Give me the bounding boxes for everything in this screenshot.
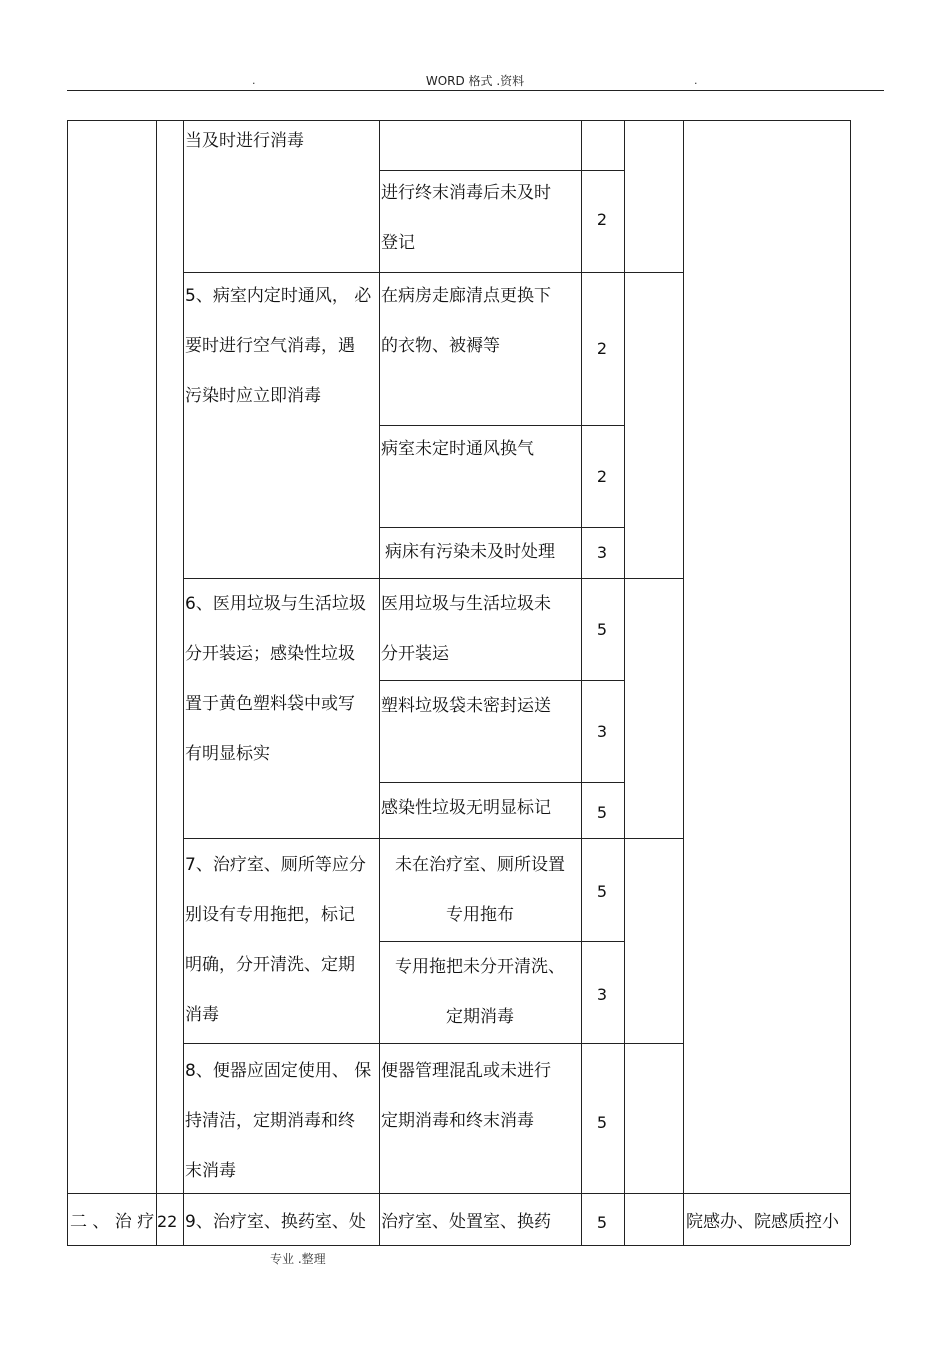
deduction-text: 的衣物、被褥等 xyxy=(381,336,500,356)
item-text: 污染时应立即消毒 xyxy=(185,386,321,406)
col-line-8 xyxy=(850,120,851,1245)
item-text: 置于黄色塑料袋中或写 xyxy=(185,694,355,714)
deduction-text: 定期消毒 xyxy=(446,1007,514,1027)
score-value: 5 xyxy=(596,1113,608,1132)
deduction-text: 分开装运 xyxy=(381,644,449,664)
deduction-text: 病床有污染未及时处理 xyxy=(385,542,555,562)
score-value: 2 xyxy=(596,210,608,229)
score-value: 5 xyxy=(596,620,608,639)
row-divider-item8 xyxy=(183,1043,683,1044)
col-line-1 xyxy=(67,120,68,1245)
col-line-4 xyxy=(379,120,380,1245)
item-text: 持清洁，定期消毒和终 xyxy=(185,1111,355,1131)
header-title: WORD 格式 .资料 xyxy=(425,74,525,88)
item-text: 7、治疗室、厕所等应分 xyxy=(185,855,366,875)
col-line-5 xyxy=(581,120,582,1245)
score-value: 3 xyxy=(596,985,608,1004)
col-line-7 xyxy=(683,120,684,1245)
deduction-text: 登记 xyxy=(381,233,415,253)
deduction-text: 进行终末消毒后未及时 xyxy=(381,183,551,203)
col-line-6 xyxy=(624,120,625,1245)
item-text: 9、治疗室、换药室、处 xyxy=(185,1212,366,1232)
deduction-text: 便器管理混乱或未进行 xyxy=(381,1061,551,1081)
category-points: 22 xyxy=(157,1212,178,1231)
item-text: 别设有专用拖把，标记 xyxy=(185,905,355,925)
score-value: 3 xyxy=(596,543,608,562)
score-value: 5 xyxy=(596,803,608,822)
deduction-text: 专用拖布 xyxy=(446,905,514,925)
item-text: 有明显标实 xyxy=(185,744,270,764)
item-text: 当及时进行消毒 xyxy=(185,131,304,151)
score-value: 3 xyxy=(596,722,608,741)
responsible-dept: 院感办、院感质控小 xyxy=(686,1212,839,1232)
page-footer: 专业 .整理 xyxy=(270,1252,326,1266)
deduction-text: 医用垃圾与生活垃圾未 xyxy=(381,594,551,614)
row-divider-item7 xyxy=(183,838,683,839)
item-text: 消毒 xyxy=(185,1005,219,1025)
deduction-text: 未在治疗室、厕所设置 xyxy=(395,855,565,875)
score-value: 2 xyxy=(596,339,608,358)
item-text: 8、便器应固定使用、 保 xyxy=(185,1061,372,1081)
page-header xyxy=(0,62,950,92)
deduction-text: 塑料垃圾袋未密封运送 xyxy=(381,696,551,716)
deduction-text: 定期消毒和终末消毒 xyxy=(381,1111,534,1131)
deduction-text: 治疗室、处置室、换药 xyxy=(381,1212,551,1232)
item-text: 末消毒 xyxy=(185,1161,236,1181)
score-value: 5 xyxy=(596,1213,608,1232)
deduction-text: 专用拖把未分开清洗、 xyxy=(395,957,565,977)
header-rule xyxy=(67,90,884,91)
item-text: 要时进行空气消毒，遇 xyxy=(185,336,355,356)
deduction-text: 病室未定时通风换气 xyxy=(381,439,534,459)
header-dot-right: . xyxy=(694,74,698,87)
header-dot-left: . xyxy=(252,74,256,87)
deduction-text: 在病房走廊清点更换下 xyxy=(381,286,551,306)
score-value: 5 xyxy=(596,882,608,901)
col-line-2 xyxy=(156,120,157,1245)
item-text: 明确，分开清洗、定期 xyxy=(185,955,355,975)
item-text: 6、医用垃圾与生活垃圾 xyxy=(185,594,366,614)
item-text: 分开装运；感染性垃圾 xyxy=(185,644,355,664)
score-value: 2 xyxy=(596,467,608,486)
col-line-3 xyxy=(183,120,184,1245)
deduction-text: 感染性垃圾无明显标记 xyxy=(381,798,551,818)
item-text: 5、病室内定时通风， 必 xyxy=(185,286,372,306)
category-label: 二 、 治 疗 xyxy=(70,1212,155,1232)
